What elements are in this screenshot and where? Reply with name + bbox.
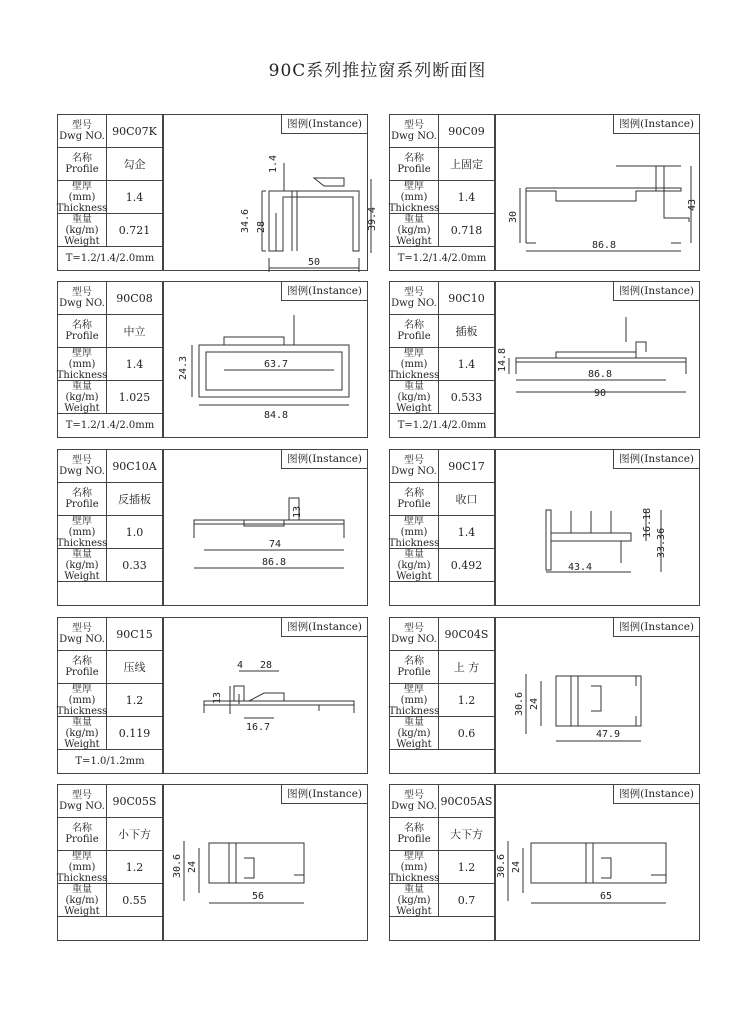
- svg-text:86.8: 86.8: [588, 369, 613, 380]
- thickness-label: 壁厚 (mm) Thickness: [388, 850, 440, 884]
- profile-card-90c05as: [389, 784, 700, 941]
- thickness-value: 1.4: [107, 181, 163, 214]
- profile-name: 上固定: [439, 148, 495, 181]
- thickness-label: 壁厚 (mm) Thickness: [388, 683, 440, 717]
- dwg-number: 90C05S: [107, 785, 163, 818]
- dwg-number: 90C17: [439, 450, 495, 483]
- profile-section-svg: [496, 803, 699, 940]
- svg-text:39.4: 39.4: [367, 206, 378, 231]
- profile-label: 名称 Profile: [390, 651, 439, 684]
- svg-text:30: 30: [508, 210, 519, 223]
- instance-label: 图例(Instance): [281, 618, 367, 637]
- instance-label: 图例(Instance): [613, 450, 699, 469]
- profile-section-svg: [164, 133, 378, 270]
- svg-text:24: 24: [511, 860, 522, 873]
- profile-name: 上 方: [439, 651, 495, 684]
- thickness-value: 1.4: [107, 348, 163, 381]
- dwg-label: 型号 Dwg NO.: [58, 115, 107, 148]
- svg-text:13: 13: [292, 505, 303, 518]
- profile-label: 名称 Profile: [390, 483, 439, 516]
- svg-text:74: 74: [269, 539, 282, 550]
- profile-section-svg: [164, 636, 367, 773]
- profile-drawing: [496, 133, 699, 270]
- weight-value: 0.492: [439, 549, 495, 582]
- weight-value: 0.718: [439, 214, 495, 247]
- profile-label: 名称 Profile: [390, 818, 439, 851]
- weight-label: 重量 (kg/m) Weight: [58, 381, 107, 414]
- profile-card-90c08: [57, 281, 368, 438]
- svg-text:56: 56: [252, 891, 265, 902]
- instance-label: 图例(Instance): [281, 115, 367, 134]
- profile-drawing: [496, 468, 699, 605]
- instance-label: 图例(Instance): [281, 282, 367, 301]
- thickness-note: [390, 917, 495, 940]
- dwg-label: 型号 Dwg NO.: [390, 282, 439, 315]
- profile-section-svg: [496, 636, 699, 773]
- weight-label: 重量 (kg/m) Weight: [58, 214, 107, 247]
- weight-value: 1.025: [107, 381, 163, 414]
- weight-label: 重量 (kg/m) Weight: [390, 381, 439, 414]
- thickness-label: 壁厚 (mm) Thickness: [388, 347, 440, 381]
- svg-text:30.6: 30.6: [172, 853, 183, 878]
- thickness-value: 1.2: [107, 684, 163, 717]
- weight-label: 重量 (kg/m) Weight: [390, 884, 439, 917]
- svg-text:30.6: 30.6: [514, 691, 525, 716]
- thickness-value: 1.2: [439, 851, 495, 884]
- svg-text:16.18: 16.18: [642, 507, 653, 538]
- weight-value: 0.119: [107, 717, 163, 750]
- thickness-note: T=1.2/1.4/2.0mm: [58, 414, 163, 437]
- profile-name: 大下方: [439, 818, 495, 851]
- dwg-number: 90C05AS: [439, 785, 495, 818]
- thickness-value: 1.0: [107, 516, 163, 549]
- weight-value: 0.55: [107, 884, 163, 917]
- dwg-label: 型号 Dwg NO.: [390, 115, 439, 148]
- thickness-note: T=1.0/1.2mm: [58, 750, 163, 773]
- svg-text:33.36: 33.36: [656, 527, 667, 558]
- profile-drawing: [164, 468, 367, 605]
- weight-value: 0.6: [439, 717, 495, 750]
- profile-section-svg: [164, 803, 367, 940]
- profile-card-90c17: [389, 449, 700, 606]
- svg-text:24.3: 24.3: [178, 355, 189, 380]
- svg-text:50: 50: [308, 257, 321, 268]
- profile-label: 名称 Profile: [390, 148, 439, 181]
- svg-text:86.8: 86.8: [262, 557, 287, 568]
- thickness-value: 1.2: [107, 851, 163, 884]
- instance-label: 图例(Instance): [613, 785, 699, 804]
- profile-drawing: [164, 300, 367, 437]
- profile-label: 名称 Profile: [58, 315, 107, 348]
- thickness-value: 1.4: [439, 516, 495, 549]
- thickness-label: 壁厚 (mm) Thickness: [56, 180, 108, 214]
- thickness-note: [390, 750, 495, 773]
- svg-text:43: 43: [687, 198, 698, 211]
- svg-text:43.4: 43.4: [568, 562, 593, 573]
- svg-text:24: 24: [529, 697, 540, 710]
- profile-drawing: [496, 636, 699, 773]
- dwg-label: 型号 Dwg NO.: [390, 450, 439, 483]
- profile-card-90c05s: [57, 784, 368, 941]
- profile-drawing: [496, 300, 699, 437]
- thickness-label: 壁厚 (mm) Thickness: [56, 850, 108, 884]
- thickness-label: 壁厚 (mm) Thickness: [388, 180, 440, 214]
- thickness-value: 1.4: [439, 348, 495, 381]
- weight-label: 重量 (kg/m) Weight: [390, 717, 439, 750]
- dwg-number: 90C15: [107, 618, 163, 651]
- page-title: 90C系列推拉窗系列断面图: [268, 61, 487, 81]
- thickness-label: 壁厚 (mm) Thickness: [56, 683, 108, 717]
- profile-label: 名称 Profile: [58, 651, 107, 684]
- thickness-note: T=1.2/1.4/2.0mm: [390, 414, 495, 437]
- profile-section-svg: [164, 300, 367, 437]
- weight-value: 0.33: [107, 549, 163, 582]
- profile-name: 勾企: [107, 148, 163, 181]
- instance-label: 图例(Instance): [281, 785, 367, 804]
- profile-label: 名称 Profile: [58, 818, 107, 851]
- dwg-label: 型号 Dwg NO.: [58, 450, 107, 483]
- profile-drawing: [496, 803, 699, 940]
- instance-label: 图例(Instance): [613, 618, 699, 637]
- profile-drawing: [164, 636, 367, 773]
- profile-name: 小下方: [107, 818, 163, 851]
- thickness-label: 壁厚 (mm) Thickness: [388, 515, 440, 549]
- weight-label: 重量 (kg/m) Weight: [390, 549, 439, 582]
- profile-name: 反插板: [107, 483, 163, 516]
- thickness-note: [58, 917, 163, 940]
- thickness-label: 壁厚 (mm) Thickness: [56, 515, 108, 549]
- svg-text:86.8: 86.8: [592, 240, 617, 251]
- instance-label: 图例(Instance): [613, 282, 699, 301]
- profile-label: 名称 Profile: [390, 315, 439, 348]
- profile-name: 压线: [107, 651, 163, 684]
- weight-label: 重量 (kg/m) Weight: [58, 884, 107, 917]
- profile-card-90c15: [57, 617, 368, 774]
- thickness-label: 壁厚 (mm) Thickness: [56, 347, 108, 381]
- profile-name: 收口: [439, 483, 495, 516]
- svg-text:90: 90: [594, 388, 607, 399]
- thickness-note: T=1.2/1.4/2.0mm: [58, 247, 163, 270]
- weight-value: 0.721: [107, 214, 163, 247]
- thickness-value: 1.4: [439, 181, 495, 214]
- dwg-number: 90C08: [107, 282, 163, 315]
- profile-card-90c09: [389, 114, 700, 271]
- profile-drawing: [164, 803, 367, 940]
- svg-text:16.7: 16.7: [246, 722, 271, 733]
- thickness-note: T=1.2/1.4/2.0mm: [390, 247, 495, 270]
- svg-text:47.9: 47.9: [596, 729, 621, 740]
- weight-value: 0.7: [439, 884, 495, 917]
- profile-section-svg: [496, 468, 699, 605]
- profile-drawing: [164, 133, 378, 270]
- svg-text:24: 24: [187, 860, 198, 873]
- svg-text:84.8: 84.8: [264, 410, 289, 421]
- profile-card-90c10a: [57, 449, 368, 606]
- thickness-value: 1.2: [439, 684, 495, 717]
- dwg-label: 型号 Dwg NO.: [58, 618, 107, 651]
- svg-text:65: 65: [600, 891, 613, 902]
- dwg-label: 型号 Dwg NO.: [390, 618, 439, 651]
- dwg-label: 型号 Dwg NO.: [58, 282, 107, 315]
- dwg-number: 90C04S: [439, 618, 495, 651]
- profile-section-svg: [496, 133, 699, 270]
- instance-label: 图例(Instance): [613, 115, 699, 134]
- profile-card-90c10: [389, 281, 700, 438]
- dwg-label: 型号 Dwg NO.: [58, 785, 107, 818]
- svg-text:13: 13: [212, 691, 223, 704]
- svg-text:4: 4: [237, 660, 244, 671]
- profile-card-90c04s: [389, 617, 700, 774]
- profile-card-90c07k: [56, 114, 378, 271]
- thickness-note: [58, 582, 163, 605]
- profile-label: 名称 Profile: [58, 148, 107, 181]
- svg-text:14.8: 14.8: [497, 347, 508, 372]
- dwg-number: 90C09: [439, 115, 495, 148]
- dwg-number: 90C07K: [107, 115, 163, 148]
- profile-name: 中立: [107, 315, 163, 348]
- weight-label: 重量 (kg/m) Weight: [58, 717, 107, 750]
- thickness-note: [390, 582, 495, 605]
- profile-label: 名称 Profile: [58, 483, 107, 516]
- weight-value: 0.533: [439, 381, 495, 414]
- weight-label: 重量 (kg/m) Weight: [58, 549, 107, 582]
- dwg-number: 90C10: [439, 282, 495, 315]
- profile-section-svg: [496, 300, 699, 437]
- svg-text:63.7: 63.7: [264, 359, 289, 370]
- instance-label: 图例(Instance): [281, 450, 367, 469]
- weight-label: 重量 (kg/m) Weight: [390, 214, 439, 247]
- profile-name: 插板: [439, 315, 495, 348]
- profile-section-svg: [164, 468, 367, 605]
- svg-text:28: 28: [256, 220, 267, 233]
- svg-text:34.6: 34.6: [240, 208, 251, 233]
- dwg-label: 型号 Dwg NO.: [390, 785, 439, 818]
- dwg-number: 90C10A: [107, 450, 163, 483]
- svg-text:28: 28: [260, 660, 273, 671]
- svg-text:30.6: 30.6: [496, 853, 507, 878]
- svg-text:1.4: 1.4: [268, 154, 279, 173]
